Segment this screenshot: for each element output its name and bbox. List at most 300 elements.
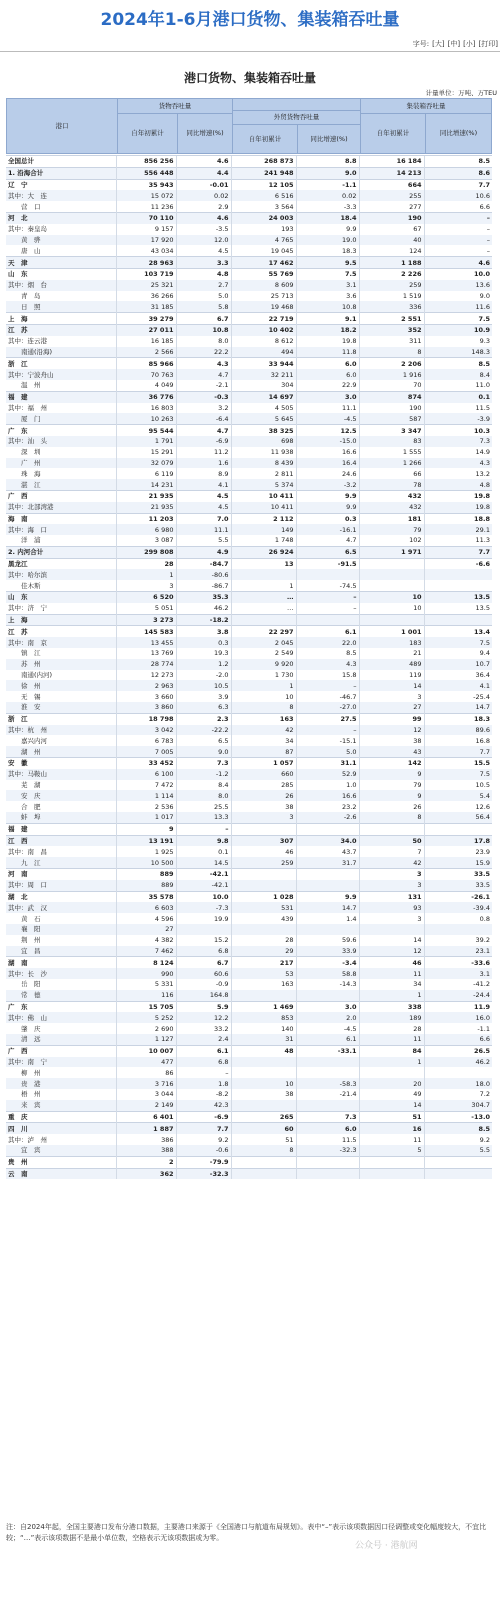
table-row <box>6 990 492 1001</box>
value-cell: -32.3 <box>176 1168 231 1179</box>
value-cell: 489 <box>359 659 424 670</box>
value-cell <box>231 1067 296 1078</box>
value-cell: 4.7 <box>296 535 359 546</box>
value-cell: 15.9 <box>424 857 492 868</box>
value-cell <box>359 558 424 569</box>
value-cell: – <box>176 823 231 835</box>
value-cell: -25.4 <box>424 691 492 702</box>
table-row <box>6 846 492 857</box>
value-cell: 49 <box>359 1089 424 1100</box>
value-cell: 856 256 <box>116 156 176 168</box>
header-container-yoy: 同比增速(%) <box>425 113 491 153</box>
value-cell: – <box>424 245 492 256</box>
port-name-cell: 安 庆 <box>6 790 116 801</box>
value-cell: -42.1 <box>176 869 231 880</box>
value-cell: 181 <box>359 513 424 524</box>
value-cell: 4.8 <box>176 268 231 279</box>
value-cell: 2.3 <box>176 713 231 724</box>
value-cell <box>359 580 424 591</box>
table-row <box>6 336 492 347</box>
value-cell: 4.3 <box>176 358 231 369</box>
value-cell: 34.0 <box>296 835 359 846</box>
header-foreign: 外贸货物吞吐量 <box>232 110 360 124</box>
value-cell: 164.8 <box>176 990 231 1001</box>
port-name-cell: 江 苏 <box>6 324 116 335</box>
value-cell: 285 <box>231 780 296 791</box>
value-cell: – <box>424 224 492 235</box>
value-cell: 299 808 <box>116 546 176 558</box>
value-cell <box>296 614 359 626</box>
value-cell: 1 057 <box>231 758 296 769</box>
value-cell: 6.0 <box>296 358 359 369</box>
value-cell: 25.5 <box>176 801 231 812</box>
value-cell: 33 452 <box>116 758 176 769</box>
port-name-cell: 宜 宾 <box>6 1145 116 1156</box>
value-cell: 13.5 <box>424 592 492 603</box>
port-name-cell: 贵 州 <box>6 1156 116 1168</box>
value-cell: 11.5 <box>296 1134 359 1145</box>
value-cell: 12 <box>359 725 424 736</box>
value-cell: 889 <box>116 880 176 891</box>
value-cell: -26.1 <box>424 891 492 902</box>
value-cell: 5.9 <box>176 1001 231 1012</box>
port-name-cell: 广 州 <box>6 458 116 469</box>
value-cell: 259 <box>231 857 296 868</box>
value-cell: 5 252 <box>116 1012 176 1023</box>
value-cell <box>359 924 424 935</box>
value-cell: -4.5 <box>296 1023 359 1034</box>
value-cell: 15 291 <box>116 447 176 458</box>
page-title: 2024年1-6月港口货物、集装箱吞吐量 <box>100 10 400 30</box>
value-cell: 6 783 <box>116 735 176 746</box>
value-cell: 17 462 <box>231 257 296 269</box>
value-cell: 1.2 <box>176 659 231 670</box>
value-cell: -14.3 <box>296 979 359 990</box>
value-cell: -6.9 <box>176 1111 231 1123</box>
table-row <box>6 436 492 447</box>
value-cell: 2 112 <box>231 513 296 524</box>
value-cell: 4.6 <box>176 212 231 223</box>
table-row <box>6 691 492 702</box>
value-cell <box>296 1057 359 1068</box>
value-cell: 31.7 <box>296 857 359 868</box>
value-cell: 27.5 <box>296 713 359 724</box>
value-cell: 5.0 <box>176 291 231 302</box>
value-cell: 33.5 <box>424 880 492 891</box>
value-cell <box>296 823 359 835</box>
table-row <box>6 857 492 868</box>
table-row <box>6 790 492 801</box>
value-cell: 660 <box>231 769 296 780</box>
value-cell: 25 321 <box>116 280 176 291</box>
value-cell: 3.1 <box>424 968 492 979</box>
value-cell: 6.7 <box>176 313 231 325</box>
header-foreign-top <box>232 99 360 110</box>
port-name-cell: 广 西 <box>6 1045 116 1056</box>
table-row <box>6 245 492 256</box>
table-row <box>6 1123 492 1134</box>
value-cell: 5 <box>359 1145 424 1156</box>
value-cell: -7.3 <box>176 902 231 913</box>
table-row <box>6 313 492 325</box>
value-cell: 19.3 <box>176 648 231 659</box>
value-cell: 7.7 <box>424 546 492 558</box>
table-row <box>6 569 492 580</box>
table-row <box>6 891 492 902</box>
value-cell: 307 <box>231 835 296 846</box>
value-cell: 1 748 <box>231 535 296 546</box>
table-row <box>6 924 492 935</box>
port-name-cell: 无 锡 <box>8 692 41 701</box>
port-name-cell: 其中：大 连 <box>6 190 116 201</box>
value-cell: 28 774 <box>116 659 176 670</box>
print-button[interactable]: [打印] <box>478 40 498 48</box>
port-name-cell: 江 西 <box>6 835 116 846</box>
value-cell: 1 791 <box>116 436 176 447</box>
value-cell: 1 925 <box>116 846 176 857</box>
value-cell: 6.6 <box>424 201 492 212</box>
value-cell: 11 <box>359 1134 424 1145</box>
value-cell: 46.2 <box>176 603 231 614</box>
value-cell: -3.2 <box>296 479 359 490</box>
value-cell <box>359 1067 424 1078</box>
port-name-cell: 重 庆 <box>6 1111 116 1123</box>
value-cell: 31 185 <box>116 301 176 312</box>
value-cell: 7 462 <box>116 946 176 957</box>
value-cell: 23.9 <box>424 846 492 857</box>
value-cell: -46.7 <box>296 691 359 702</box>
port-name-cell: 四 川 <box>6 1123 116 1134</box>
value-cell: 33.5 <box>424 869 492 880</box>
value-cell: 11.6 <box>424 301 492 312</box>
table-row <box>6 447 492 458</box>
value-cell: 3 860 <box>116 702 176 713</box>
value-cell: 149 <box>231 524 296 535</box>
value-cell: 8.5 <box>424 156 492 168</box>
value-cell: 50 <box>359 835 424 846</box>
header-container-cum: 自年初累计 <box>360 113 425 153</box>
table-title: 港口货物、集装箱吞吐量 <box>183 71 316 85</box>
value-cell: 95 544 <box>116 425 176 436</box>
value-cell: 13.3 <box>176 812 231 823</box>
value-cell: 51 <box>231 1134 296 1145</box>
value-cell: – <box>296 603 359 614</box>
port-name-cell: 河 北 <box>6 212 116 223</box>
port-name-cell: 其中：马鞍山 <box>6 769 116 780</box>
value-cell: 60 <box>231 1123 296 1134</box>
value-cell: 10.8 <box>176 324 231 335</box>
value-cell: 2 690 <box>116 1023 176 1034</box>
font-large-button[interactable]: [大] <box>432 40 445 48</box>
port-name-cell: 苏 州 <box>6 659 116 670</box>
value-cell: 698 <box>231 436 296 447</box>
table-body <box>6 156 492 1180</box>
value-cell: 140 <box>231 1023 296 1034</box>
value-cell: 16.6 <box>296 790 359 801</box>
value-cell <box>231 1156 296 1168</box>
value-cell: 28 <box>359 1023 424 1034</box>
port-name-cell: 安 徽 <box>6 758 116 769</box>
table-row <box>6 1111 492 1123</box>
value-cell: -1.1 <box>424 1023 492 1034</box>
font-small-button[interactable]: [小] <box>463 40 476 48</box>
value-cell: -2.1 <box>176 380 231 391</box>
value-cell: 14 <box>359 935 424 946</box>
port-name-cell: 福 建 <box>6 823 116 835</box>
value-cell: 79 <box>359 524 424 535</box>
port-name-cell: 湖 州 <box>6 746 116 757</box>
value-cell: 42.3 <box>176 1100 231 1111</box>
data-table <box>6 155 492 1179</box>
value-cell: 9.2 <box>424 1134 492 1145</box>
value-cell: 70 763 <box>116 369 176 380</box>
table-row <box>6 735 492 746</box>
value-cell: 3.0 <box>296 1001 359 1012</box>
value-cell: 19 468 <box>231 301 296 312</box>
table-row <box>6 780 492 791</box>
value-cell: 11 203 <box>116 513 176 524</box>
footnote: 注：自2024年起，全国主要港口发布分港口数据，主要港口来源于《全国港口与航道布局规划》。表中“–”表示该项数据因口径调整或变化幅度较大，不宜比较；“…”表示该项数据不是最小单位数，空格表示无该项数据或为零。 <box>6 1523 487 1542</box>
value-cell: 83 <box>359 436 424 447</box>
value-cell: 14.5 <box>176 857 231 868</box>
table-row <box>6 1045 492 1056</box>
value-cell: 11 <box>359 968 424 979</box>
table-row <box>6 1089 492 1100</box>
value-cell: 1 <box>116 569 176 580</box>
port-name-cell: 宜 昌 <box>6 946 116 957</box>
value-cell: 16.0 <box>424 1012 492 1023</box>
value-cell: 9.9 <box>296 891 359 902</box>
value-cell: 9.4 <box>424 648 492 659</box>
value-cell: 9.2 <box>176 1134 231 1145</box>
value-cell: 3.8 <box>176 626 231 637</box>
value-cell: 16.4 <box>296 458 359 469</box>
value-cell <box>231 614 296 626</box>
value-cell: 4.8 <box>424 479 492 490</box>
value-cell: 9.1 <box>296 313 359 325</box>
port-name-cell: 其中：连云港 <box>8 337 47 346</box>
value-cell <box>231 990 296 1001</box>
port-name-cell: 河 南 <box>6 869 116 880</box>
value-cell: 9.9 <box>296 502 359 513</box>
value-cell: 14.9 <box>424 447 492 458</box>
value-cell: 7.0 <box>176 513 231 524</box>
value-cell: 2 963 <box>116 680 176 691</box>
value-cell <box>424 823 492 835</box>
value-cell: 39 279 <box>116 313 176 325</box>
value-cell: -33.6 <box>424 957 492 968</box>
value-cell: 29.1 <box>424 524 492 535</box>
value-cell: 6.1 <box>296 1034 359 1045</box>
value-cell: 2 811 <box>231 468 296 479</box>
value-cell: 2.7 <box>176 280 231 291</box>
value-cell: 9 920 <box>231 659 296 670</box>
value-cell: 7.5 <box>424 637 492 648</box>
value-cell: -15.0 <box>296 436 359 447</box>
value-cell: 1.8 <box>176 1078 231 1089</box>
value-cell: 3 <box>231 812 296 823</box>
value-cell: 9.8 <box>176 835 231 846</box>
port-name-cell: 珠 海 <box>8 469 41 478</box>
value-cell: 3 273 <box>116 614 176 626</box>
value-cell: 4.6 <box>176 156 231 168</box>
port-name-cell: 黑龙江 <box>6 558 116 569</box>
port-name-cell: 江 苏 <box>6 626 116 637</box>
value-cell: 11.9 <box>424 1001 492 1012</box>
value-cell: 6.0 <box>296 1123 359 1134</box>
value-cell: 1 916 <box>359 369 424 380</box>
value-cell: -3.3 <box>296 201 359 212</box>
value-cell: … <box>231 603 296 614</box>
value-cell: 265 <box>231 1111 296 1123</box>
port-name-cell: 其中：北部湾港 <box>6 502 116 513</box>
table-row <box>6 391 492 402</box>
value-cell: 38 <box>231 1089 296 1100</box>
value-cell: 12.2 <box>176 1012 231 1023</box>
port-name-cell: 九 江 <box>6 857 116 868</box>
table-row <box>6 502 492 513</box>
value-cell: 388 <box>116 1145 176 1156</box>
port-name-cell: 浙 江 <box>6 358 116 369</box>
value-cell: -79.9 <box>176 1156 231 1168</box>
value-cell: 28 963 <box>116 257 176 269</box>
table-row <box>6 957 492 968</box>
table-row <box>6 380 492 391</box>
value-cell: 3 <box>359 691 424 702</box>
value-cell: 6.5 <box>176 735 231 746</box>
value-cell: 6.8 <box>176 1057 231 1068</box>
port-name-cell: 福 建 <box>6 391 116 402</box>
divider <box>0 51 500 52</box>
port-name-cell: 嘉兴内河 <box>8 736 47 745</box>
value-cell: 33 944 <box>231 358 296 369</box>
value-cell: -21.4 <box>296 1089 359 1100</box>
value-cell: 7.5 <box>424 769 492 780</box>
port-name-cell: 全国总计 <box>6 156 116 168</box>
table-row <box>6 535 492 546</box>
value-cell: 255 <box>359 190 424 201</box>
value-cell: 21 935 <box>116 502 176 513</box>
value-cell: 1 <box>231 580 296 591</box>
port-name-cell: 来 宾 <box>6 1100 116 1111</box>
value-cell: 12.5 <box>296 425 359 436</box>
value-cell: 103 719 <box>116 268 176 279</box>
value-cell: 22.9 <box>296 380 359 391</box>
watermark: 公众号 · 港航网 <box>355 1541 418 1551</box>
value-cell <box>176 924 231 935</box>
value-cell: 0.3 <box>296 513 359 524</box>
value-cell: … <box>231 592 296 603</box>
value-cell: 8 <box>231 1145 296 1156</box>
value-cell: 10 411 <box>231 502 296 513</box>
table-row <box>6 902 492 913</box>
table-row <box>6 513 492 524</box>
port-name-cell: 广 西 <box>6 490 116 501</box>
value-cell: 14 <box>359 1100 424 1111</box>
value-cell: 28 <box>231 935 296 946</box>
value-cell: 22.0 <box>296 637 359 648</box>
table-row <box>6 1023 492 1034</box>
value-cell: 4.5 <box>176 245 231 256</box>
value-cell: 10 <box>359 592 424 603</box>
table-row <box>6 156 492 168</box>
value-cell: -3.9 <box>424 413 492 424</box>
value-cell: 51 <box>359 1111 424 1123</box>
value-cell: 4 596 <box>116 913 176 924</box>
value-cell: 93 <box>359 902 424 913</box>
value-cell: 17.8 <box>424 835 492 846</box>
value-cell: 8.5 <box>424 1123 492 1134</box>
font-medium-button[interactable]: [中] <box>447 40 461 48</box>
table-row <box>6 280 492 291</box>
value-cell: 6 516 <box>231 190 296 201</box>
value-cell: 1 <box>359 990 424 1001</box>
table-row <box>6 680 492 691</box>
table-row <box>6 1012 492 1023</box>
value-cell: 56.4 <box>424 812 492 823</box>
value-cell: 59.6 <box>296 935 359 946</box>
value-cell: 3.9 <box>176 691 231 702</box>
value-cell: 33.2 <box>176 1023 231 1034</box>
value-cell: 46 <box>231 846 296 857</box>
value-cell: 494 <box>231 347 296 358</box>
table-row <box>6 235 492 246</box>
value-cell: 10 411 <box>231 490 296 501</box>
port-name-cell: 其中：泸 州 <box>8 1135 47 1144</box>
value-cell: 1 <box>231 680 296 691</box>
value-cell: 4 765 <box>231 235 296 246</box>
value-cell: 432 <box>359 502 424 513</box>
table-row <box>6 725 492 736</box>
value-cell: 3 716 <box>116 1078 176 1089</box>
value-cell: 131 <box>359 891 424 902</box>
value-cell: 38 325 <box>231 425 296 436</box>
port-name-cell: 其中：汕 头 <box>6 436 116 447</box>
port-name-cell: 柳 州 <box>8 1068 41 1077</box>
value-cell: 386 <box>116 1134 176 1145</box>
value-cell: 556 448 <box>116 167 176 179</box>
value-cell: 22 719 <box>231 313 296 325</box>
table-header <box>6 98 492 154</box>
table-row <box>6 1156 492 1168</box>
value-cell: 6.8 <box>176 946 231 957</box>
port-name-cell: 常 德 <box>6 990 116 1001</box>
value-cell: -15.1 <box>296 735 359 746</box>
value-cell: -1.2 <box>176 769 231 780</box>
value-cell <box>296 569 359 580</box>
value-cell: -74.5 <box>296 580 359 591</box>
table-row <box>6 880 492 891</box>
value-cell: – <box>296 680 359 691</box>
value-cell: 13.2 <box>424 468 492 479</box>
value-cell: 1 266 <box>359 458 424 469</box>
value-cell: – <box>424 212 492 223</box>
port-name-cell: 温 州 <box>8 381 41 390</box>
header-foreign-yoy: 同比增速(%) <box>297 124 360 153</box>
value-cell: 311 <box>359 336 424 347</box>
value-cell: 3 <box>359 869 424 880</box>
value-cell: -24.4 <box>424 990 492 1001</box>
value-cell: 0.02 <box>296 190 359 201</box>
value-cell: 1 188 <box>359 257 424 269</box>
value-cell: 304 <box>231 380 296 391</box>
value-cell: – <box>424 235 492 246</box>
value-cell: 2 045 <box>231 637 296 648</box>
value-cell: 163 <box>231 713 296 724</box>
table-row <box>6 812 492 823</box>
port-name-cell: 佳木斯 <box>8 581 41 590</box>
table-row <box>6 347 492 358</box>
